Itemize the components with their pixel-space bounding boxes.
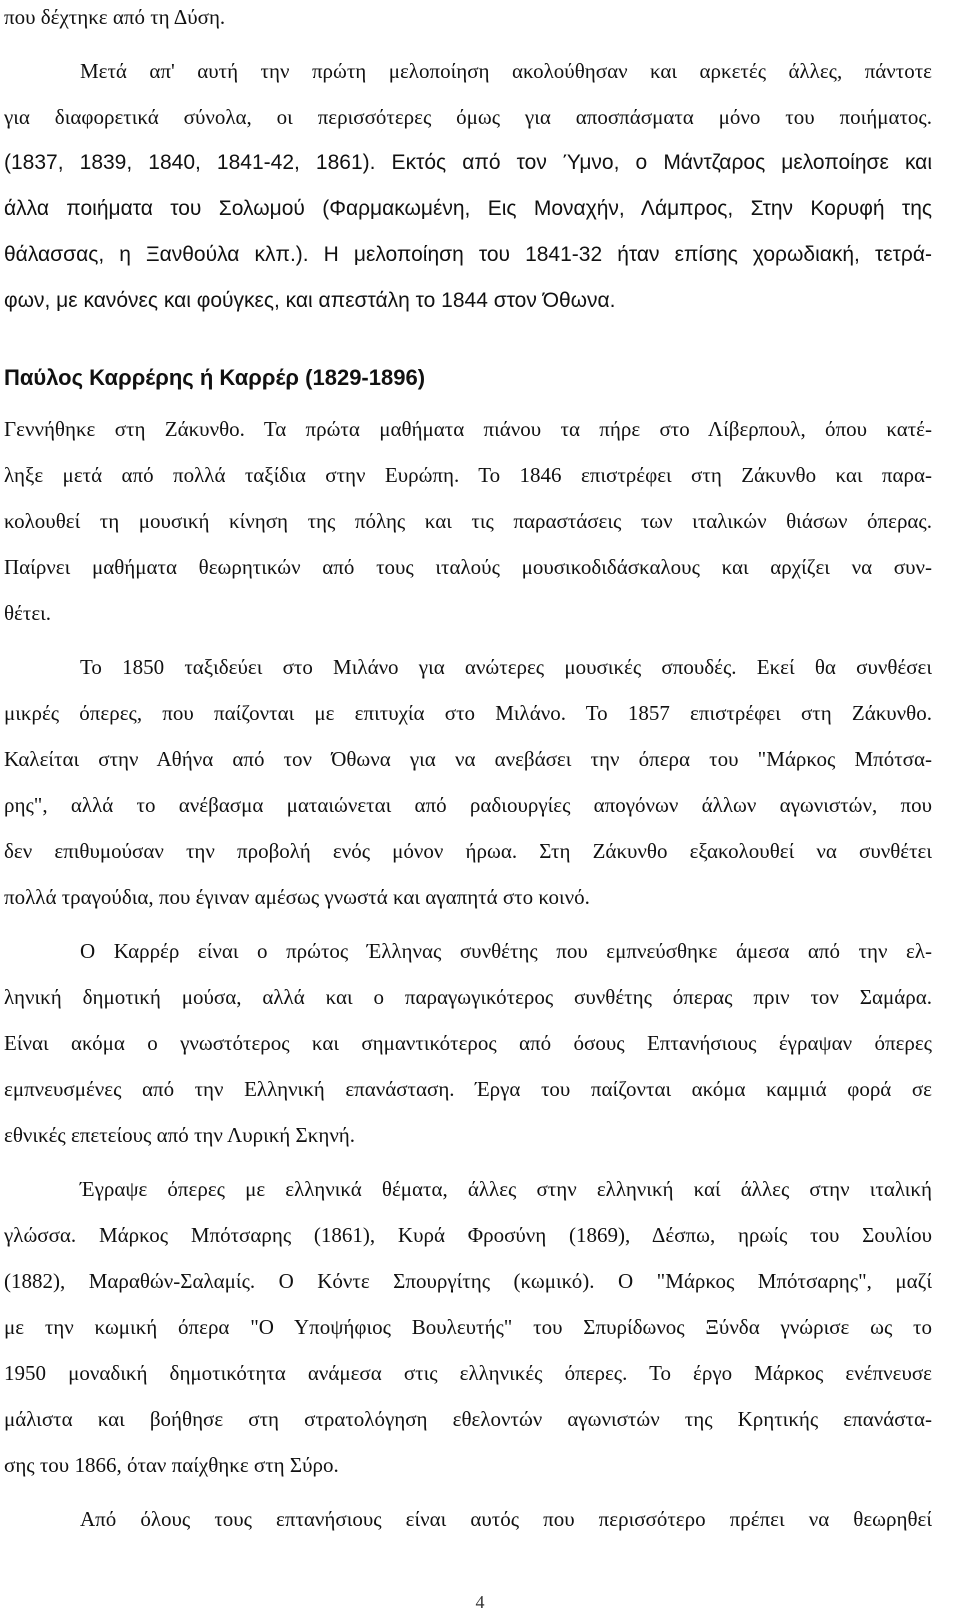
text-line: θάλασσας, η Ξανθούλα κλπ.). Η μελοποίηση του 1841-32 ήταν επίσης χορωδιακή, τετρά- bbox=[4, 243, 932, 266]
text-line: άλλα ποιήματα του Σολωμού (Φαρμακωμένη, Εις Μοναχήν, Λάμπρος, Στην Κορυφή της bbox=[4, 197, 932, 220]
text-line: εθνικές επετείους από την Λυρική Σκηνή. bbox=[4, 1123, 356, 1147]
text-line: κολουθεί τη μουσική κίνηση της πόλης και τις παραστάσεις των ιταλικών θιάσων όπερας. bbox=[4, 509, 932, 533]
text-line: φων, με κανόνες και φούγκες, και απεστάλη το 1844 στον Όθωνα. bbox=[4, 289, 616, 312]
text-line: Καλείται στην Αθήνα από τον Όθωνα για να ανεβάσει την όπερα του "Μάρκος Μπότσα- bbox=[4, 747, 932, 771]
carryover-line: που δέχτηκε από τη Δύση. bbox=[4, 5, 226, 29]
text-line: (1837, 1839, 1840, 1841-42, 1861). Εκτός από τον Ύμνο, ο Μάντζαρος μελοποίησε και bbox=[4, 151, 932, 174]
text-line: γλώσσα. Μάρκος Μπότσαρης (1861), Κυρά Φροσύνη (1869), Δέσπω, ηρωίς του Σουλίου bbox=[4, 1223, 932, 1247]
text-line: πολλά τραγούδια, που έγιναν αμέσως γνωστά και αγαπητά στο κοινό. bbox=[4, 885, 590, 909]
text-line: (1882), Μαραθών-Σαλαμίς. Ο Κόντε Σπουργίτης (κωμικό). Ο "Μάρκος Μπότσαρης", μαζί bbox=[4, 1269, 932, 1293]
text-line: Μετά απ' αυτή την πρώτη μελοποίηση ακολούθησαν και αρκετές άλλες, πάντοτε bbox=[80, 59, 932, 83]
text-line: εμπνευσμένες από την Ελληνική επανάσταση. Έργα του παίζονται ακόμα καμμιά φορά σε bbox=[4, 1077, 932, 1101]
text-line: ληνική δημοτική μούσα, αλλά και ο παραγωγικότερος συνθέτης όπερας πριν τον Σαμάρα. bbox=[4, 985, 932, 1009]
text-line: Το 1850 ταξιδεύει στο Μιλάνο για ανώτερες μουσικές σπουδές. Εκεί θα συνθέσει bbox=[80, 655, 932, 679]
text-line: ληξε μετά από πολλά ταξίδια στην Ευρώπη. Το 1846 επιστρέφει στη Ζάκυνθο και παρα- bbox=[4, 463, 932, 487]
text-line: δεν επιθυμούσαν την προβολή ενός μόνον ήρωα. Στη Ζάκυνθο εξακολουθεί να συνθέτει bbox=[4, 839, 932, 863]
text-line: Έγραψε όπερες με ελληνικά θέματα, άλλες στην ελληνική καί άλλες στην ιταλική bbox=[80, 1177, 932, 1201]
text-line: μάλιστα και βοήθησε στη στρατολόγηση εθελοντών αγωνιστών της Κρητικής επανάστα- bbox=[4, 1407, 932, 1431]
text-line: με την κωμική όπερα "Ο Υποψήφιος Βουλευτής" του Σπυρίδωνος Ξύνδα γνώρισε ως το bbox=[4, 1315, 932, 1339]
text-line: θέτει. bbox=[4, 601, 52, 625]
text-line: Από όλους τους επτανήσιους είναι αυτός που περισσότερο πρέπει να θεωρηθεί bbox=[80, 1507, 932, 1531]
text-line: Ο Καρρέρ είναι ο πρώτος Έλληνας συνθέτης που εμπνεύσθηκε άμεσα από την ελ- bbox=[80, 939, 932, 963]
text-line: ρης", αλλά το ανέβασμα ματαιώνεται από ραδιουργίες απογόνων άλλων αγωνιστών, που bbox=[4, 793, 932, 817]
section-heading: Παύλος Καρρέρης ή Καρρέρ (1829-1896) bbox=[4, 365, 426, 390]
text-line: για διαφορετικά σύνολα, οι περισσότερες όμως για αποσπάσματα μόνο του ποιήματος. bbox=[4, 105, 932, 129]
text-line: μικρές όπερες, που παίζονται με επιτυχία στο Μιλάνο. Το 1857 επιστρέφει στη Ζάκυνθο. bbox=[4, 701, 932, 725]
text-line: Είναι ακόμα ο γνωστότερος και σημαντικότερος από όσους Επτανήσιους έγραψαν όπερες bbox=[4, 1031, 932, 1055]
text-line: σης του 1866, όταν παίχθηκε στη Σύρο. bbox=[4, 1453, 339, 1477]
page-number: 4 bbox=[475, 1592, 485, 1612]
text-line: Παίρνει μαθήματα θεωρητικών από τους ιταλούς μουσικοδιδάσκαλους και αρχίζει να συν- bbox=[4, 555, 932, 579]
text-line: 1950 μοναδική δημοτικότητα ανάμεσα στις ελληνικές όπερες. Το έργο Μάρκος ενέπνευσε bbox=[4, 1361, 932, 1385]
text-line: Γεννήθηκε στη Ζάκυνθο. Τα πρώτα μαθήματα πιάνου τα πήρε στο Λίβερπουλ, όπου κατέ- bbox=[4, 417, 932, 441]
